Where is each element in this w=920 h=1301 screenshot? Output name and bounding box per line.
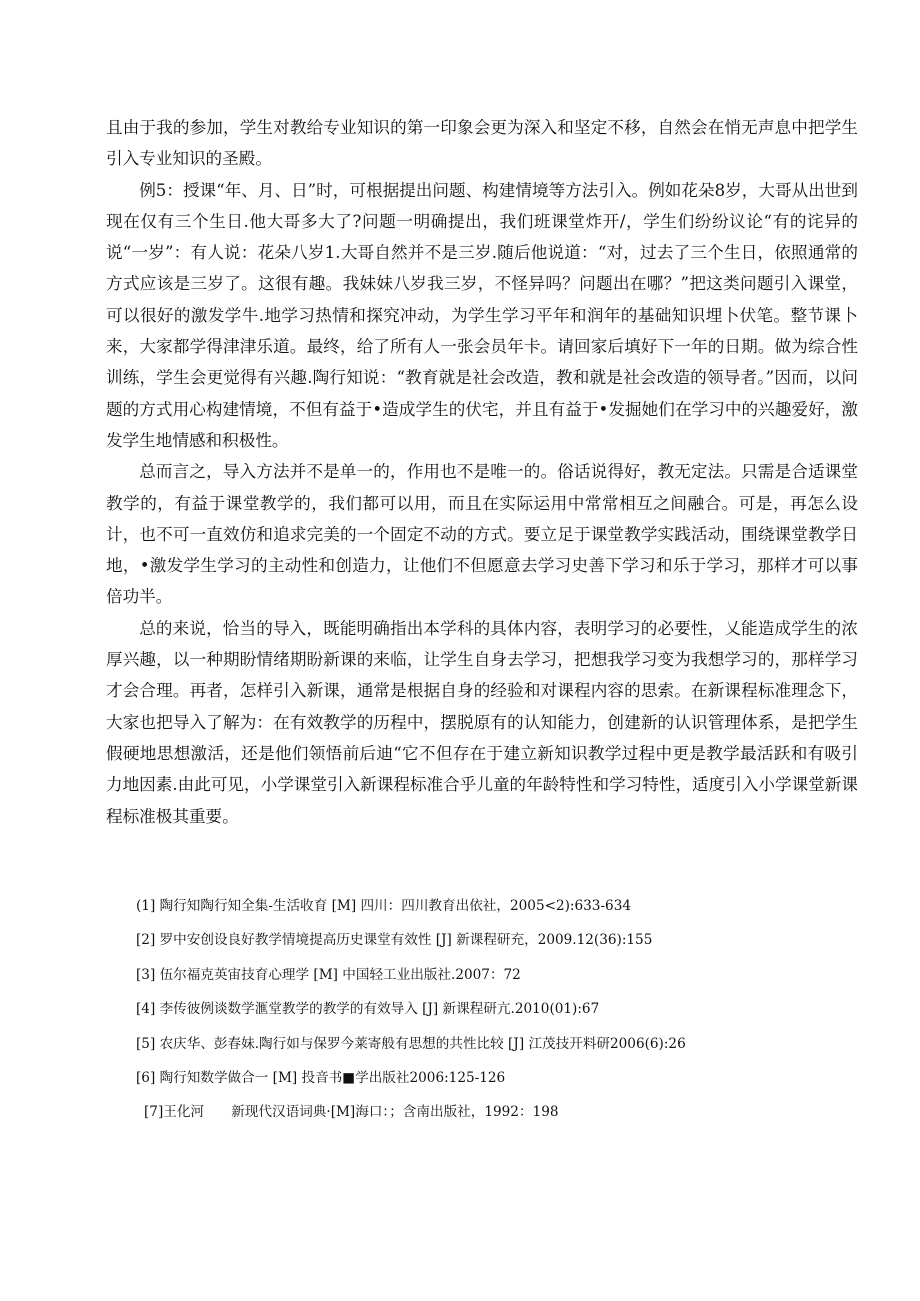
reference-item-6: [6] 陶行知数学做合一 [M] 投音书■学出版社2006:125-126 bbox=[136, 1069, 506, 1086]
reference-item-2: [2] 罗中安创设良好教学情境提高历史课堂有效性 [J] 新课程研充，2009.12(36):155 bbox=[136, 932, 653, 949]
reference-item-3: [3] 伍尔福克英宙技育心理学 [M] 中国轻工业出版社.2007：72 bbox=[136, 966, 521, 983]
paragraph-4: 总的来说，恰当的导入，既能明确指出本学科的具体内容，表明学习的必要性，乂能造成学生的浓厚兴趣，以一种期盼情绪期盼新课的来临，让学生自身去学习，把想我学习变为我想学习的，那样学习才会合理。再者，怎样引入新课，通常是根据自身的经验和对课程内容的思索。在新课程标准理念下，大家也把导入了解为：在有效教学的历程中，摆脱原有的认知能力，创建新的认识管理体系，是把学生假硬地思想激活，还是他们领悟前后迪“它不但存在于建立新知识教学过程中更是教学最活跃和有吸引力地因素.由此可见，小学课堂引入新课程标准合乎儿童的年龄特性和学习特性，适度引入小学课堂新课程标准极其重要。 bbox=[106, 618, 858, 826]
reference-list bbox=[136, 889, 836, 1130]
paragraph-2: 例5：授课“年、月、日”时，可根据提出问题、构建情境等方法引入。例如花朵8岁，大哥从出世到现在仅有三个生日.他大哥多大了?问题一明确提出，我们班课堂炸开/，学生们纷纷议论“有的诧异的说“一岁”：有人说：花朵八岁1.大哥自然并不是三岁.随后他说道：“对，过去了三个生日，依照通常的方式应该是三岁了。这很有趣。我妹妹八岁我三岁，不怪异吗？问题出在哪？”把这类问题引入课堂，可以很好的激发学牛.地学习热情和探究冲动，为学生学习平年和润年的基础知识埋卜伏笔。整节课卜来，大家都学得津津乐道。最终，给了所有人一张会员年卡。请回家后填好下一年的日期。做为综合性训练，学生会更觉得有兴趣.陶行知说：“教育就是社会改造，教和就是社会改造的领导者。”因而，以问题的方式用心构建情境，不但有益于•造成学生的伏宅，并且有益于•发掘她们在学习中的兴趣爱好，激发学生地情感和积极性。 bbox=[106, 180, 858, 450]
reference-item-1: (1] 陶行知陶行知全集-生活收育 [M] 四川：四川教育出依社，2005<2):633-634 bbox=[136, 898, 631, 914]
reference-item-5: [5] 农庆华、彭春妹.陶行如与保罗今莱寄般有思想的共性比较 [J] 江茂技开料研2006(6):26 bbox=[136, 1035, 686, 1052]
reference-item-7: [7]王化河 新现代汉语词典·[M]海口：；含南出版社，1992：198 bbox=[144, 1104, 559, 1121]
reference-item-4: [4] 李传彼例谈数学滙堂教学的教学的有效导入 [J] 新课程研亢.2010(01):67 bbox=[136, 1001, 600, 1018]
paragraph-3: 总而言之，导入方法并不是单一的，作用也不是唯一的。俗话说得好，教无定法。只需是合适课堂教学的，有益于课堂教学的，我们都可以用，而且在实际运用中常常相互之间融合。可是，再怎么设计，也不可一直效仿和追求完美的一个固定不动的方式。要立足于课堂教学实践活动，围绕课堂教学日地，•激发学生学习的主动性和创造力，让他们不但愿意去学习史善下学习和乐于学习，那样才可以事倍功半。 bbox=[106, 462, 858, 607]
paragraph-1: 且由于我的参加，学生对教给专业知识的第一印象会更为深入和坚定不移，自然会在悄无声息中把学生引入专业知识的圣殿。 bbox=[106, 118, 858, 169]
body-text bbox=[106, 112, 858, 832]
